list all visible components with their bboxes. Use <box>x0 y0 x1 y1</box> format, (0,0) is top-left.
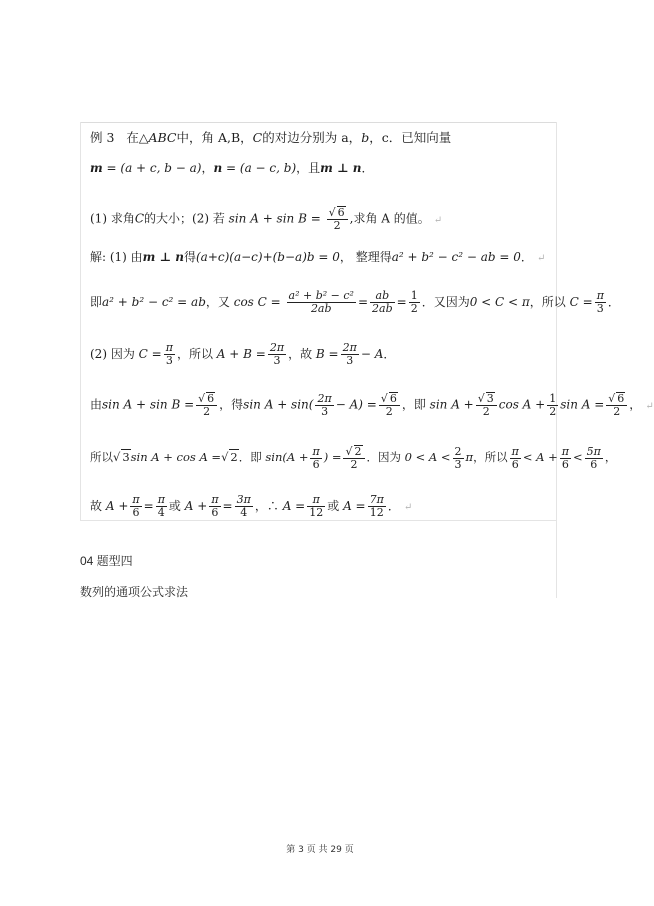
example-label: 例 3 <box>90 130 115 145</box>
text-fragment: ，∴ <box>254 499 279 513</box>
text-fragment: 或 <box>168 499 181 513</box>
text-fragment: 解: (1) 由 <box>90 250 143 264</box>
text-fragment: 故 <box>90 499 103 513</box>
equation: sin A + sin( <box>243 397 314 412</box>
equation: a² + b² − c² = ab <box>102 295 206 309</box>
denominator: 2 <box>333 219 341 232</box>
numerator: 3 <box>486 392 494 405</box>
fraction <box>268 342 286 367</box>
vector-m: m <box>90 161 103 175</box>
denominator: 6 <box>561 457 569 471</box>
fraction <box>235 494 253 519</box>
numerator: π <box>312 444 320 458</box>
denominator: 12 <box>369 506 384 519</box>
text-fragment: ， <box>629 397 642 412</box>
numerator: π <box>596 289 604 302</box>
frame-left-border <box>80 122 81 520</box>
fraction <box>547 393 558 418</box>
numerator: 2π <box>269 341 285 354</box>
fraction <box>310 446 321 471</box>
equals: = <box>357 295 369 309</box>
fraction <box>287 290 356 315</box>
numerator: 2π <box>342 341 357 354</box>
text-fragment: ． <box>383 347 396 361</box>
denominator: 2 <box>350 458 358 471</box>
text-fragment: ．因为 <box>366 450 401 464</box>
fraction <box>560 446 571 471</box>
numerator: π <box>211 493 219 506</box>
fraction <box>409 290 420 315</box>
text-fragment: ，所以 <box>176 347 213 361</box>
equation: A = <box>282 499 306 513</box>
text-fragment: ,求角 A 的值。 <box>349 211 430 226</box>
triangle-name: ABC <box>148 130 177 145</box>
frame-right-border <box>556 122 557 598</box>
denominator: 3 <box>596 302 604 315</box>
text-fragment: 或 <box>327 499 340 513</box>
example-statement-line-2 <box>90 161 373 175</box>
numerator: 3π <box>236 493 251 506</box>
equation: sin A + cos A = <box>130 450 222 464</box>
numerator: 6 <box>389 392 397 405</box>
return-mark: ↵ <box>403 502 413 513</box>
sqrt-value: 3 <box>122 450 130 464</box>
text-fragment: ，且 <box>296 161 321 175</box>
text-fragment: − A <box>360 347 384 361</box>
denominator: 3 <box>346 354 354 367</box>
denominator: 2 <box>549 404 557 418</box>
text-fragment: ．又因为 <box>421 295 470 309</box>
solution-line-5: 所以√ 3sin A + cos A =√ 2．即 sin(A + $\frac{\pi}{6}$ ) = $\frac{√ 2}{2}$ ．因为 0 < A < $\frac{2}{3}$ π，所以 $\frac{\pi}{6}$ < A + $\frac{\pi}{6}$ < $\frac{5\pi}{6}$ ， <box>90 444 617 471</box>
frame-top-border <box>80 122 557 123</box>
text-fragment: ，所以 <box>473 450 508 464</box>
return-mark: ↵ <box>536 253 546 264</box>
numerator: 1 <box>410 289 418 302</box>
equation: a² + b² − c² − ab = 0 <box>391 250 521 264</box>
text-fragment: < <box>572 450 583 464</box>
text-fragment: ，所以 <box>529 295 566 309</box>
numerator: π <box>307 494 325 507</box>
equation: sin(A + <box>265 450 309 464</box>
fraction <box>510 446 521 471</box>
text-fragment: 即 <box>90 295 103 309</box>
solution-line-4 <box>90 392 654 418</box>
text-fragment: π <box>465 450 474 464</box>
text-fragment: ， <box>201 161 214 175</box>
denominator: 2 <box>385 405 393 418</box>
denominator: 2 <box>482 405 490 418</box>
text-fragment: 在△ <box>126 130 149 145</box>
text-fragment: ，得 <box>219 397 244 412</box>
text-fragment: cos A + <box>498 397 546 412</box>
denominator: 12 <box>309 506 324 519</box>
denominator: 2ab <box>372 302 393 315</box>
numerator: π <box>511 444 519 458</box>
a-plus-b: A + B = <box>216 347 266 361</box>
text-fragment: ． <box>520 250 533 264</box>
fraction <box>307 494 325 519</box>
solution-line-2 <box>90 290 620 315</box>
perp-condition: m ⊥ n <box>142 250 184 264</box>
denominator: 3 <box>273 354 281 367</box>
denominator: 4 <box>240 506 248 519</box>
equation: sin A + <box>429 397 474 412</box>
numerator: a² + b² − c² <box>288 289 354 302</box>
text-fragment: ．即 <box>238 450 262 464</box>
numerator: π <box>561 444 569 458</box>
equation: A = <box>343 499 366 513</box>
b-value: B = <box>315 347 339 361</box>
denominator: 2 <box>613 405 621 418</box>
fraction <box>209 494 220 519</box>
equation: A + <box>105 499 129 513</box>
range: 0 < A < <box>404 450 451 464</box>
vector-m-def: = (a + c, b − a) <box>102 161 202 175</box>
denominator: 2 <box>410 302 418 315</box>
solution-line-3 <box>90 342 395 367</box>
numerator: 2 <box>354 445 362 458</box>
text-fragment: 由 <box>90 397 103 412</box>
numerator: π <box>132 493 140 506</box>
solution-line-6 <box>90 494 412 519</box>
return-mark: ↵ <box>433 214 443 226</box>
numerator: 6 <box>617 392 625 405</box>
denominator: 6 <box>132 506 140 519</box>
return-mark: ↵ <box>645 400 654 412</box>
text-fragment: ，c．已知向量 <box>369 130 452 145</box>
text-fragment: 的大小；(2) 若 <box>144 211 225 226</box>
denominator: 3 <box>165 354 173 367</box>
text-fragment: 所以 <box>90 450 113 464</box>
numerator: π <box>157 493 165 506</box>
equation: (a+c)(a−c)+(b−a)b = 0 <box>195 250 340 264</box>
text-fragment: ，即 <box>401 397 426 412</box>
cos-c: cos C = <box>233 295 281 309</box>
solution-line-1 <box>90 250 545 266</box>
side-b: b <box>361 130 370 145</box>
equals: = <box>396 295 407 309</box>
fraction <box>156 494 167 519</box>
fraction <box>368 494 386 519</box>
text-fragment: − A) = <box>335 397 377 412</box>
numerator: 2 <box>454 444 462 458</box>
fraction <box>585 446 603 471</box>
condition-lhs: sin A + sin B = <box>228 211 321 226</box>
fraction <box>453 446 464 471</box>
denominator: 3 <box>454 457 462 471</box>
denominator: 2ab <box>310 302 332 315</box>
fraction: $\frac{√ 6}{2}$ <box>379 392 400 418</box>
denominator: 2 <box>203 405 211 418</box>
frame-divider <box>80 520 557 521</box>
numerator: 6 <box>337 206 345 219</box>
denominator: 6 <box>312 457 320 471</box>
text-fragment: ． <box>607 295 620 309</box>
fraction: $\frac{√ 6}{2}$ <box>606 392 627 418</box>
text-fragment: 的对边分别为 a， <box>262 130 362 145</box>
fraction <box>130 494 141 519</box>
text-fragment: ， <box>604 450 617 464</box>
text-fragment: = <box>222 499 233 513</box>
equation: A + <box>184 499 208 513</box>
fraction <box>595 290 606 315</box>
denominator: 6 <box>211 506 219 519</box>
fraction <box>164 342 175 367</box>
fraction <box>341 342 359 367</box>
text-fragment: 得 <box>183 250 196 264</box>
c-value: C = <box>569 295 593 309</box>
text-fragment: 中，角 A,B， <box>176 130 253 145</box>
numerator: ab <box>370 290 395 303</box>
fraction <box>315 393 333 418</box>
fraction: $\frac{√ 6}{2}$ <box>196 392 217 418</box>
numerator: 6 <box>207 392 215 405</box>
numerator: π <box>165 341 173 354</box>
section-heading: 04 题型四 <box>80 554 133 568</box>
numerator: 5π <box>586 444 601 458</box>
text-fragment: ． <box>387 499 400 513</box>
angle-c: C <box>252 130 263 145</box>
vector-n: n <box>213 161 223 175</box>
range: 0 < C < π <box>469 295 530 309</box>
fraction <box>370 290 395 315</box>
denominator: 6 <box>511 457 519 471</box>
fraction: $\frac{√ 2}{2}$ <box>343 445 364 471</box>
denominator: 3 <box>321 404 329 418</box>
denominator: 4 <box>157 506 165 519</box>
section-subtitle: 数列的通项公式求法 <box>80 585 189 599</box>
perp-condition: m ⊥ n <box>320 161 362 175</box>
equation: sin A + sin B = <box>102 397 195 412</box>
questions-line <box>90 206 442 232</box>
text-fragment: (1) 求角 <box>90 211 135 226</box>
vector-n-def: = (a − c, b) <box>222 161 297 175</box>
example-statement-line-1 <box>90 131 451 145</box>
text-fragment: ． <box>361 161 374 175</box>
text-fragment: sin A = <box>560 397 605 412</box>
page-footer: 第 3 页 共 29 页 <box>286 845 354 855</box>
text-fragment: ，故 <box>288 347 313 361</box>
text-fragment: ) = <box>323 450 342 464</box>
text-fragment: ， 整理得 <box>339 250 392 264</box>
denominator: 6 <box>590 457 598 471</box>
numerator: 2π <box>317 391 332 405</box>
fraction: $\frac{√ 3}{2}$ <box>476 392 497 418</box>
numerator: 1 <box>549 391 557 405</box>
sqrt-value: 2 <box>230 450 238 464</box>
text-fragment: (2) 因为 <box>90 347 135 361</box>
text-fragment: < A + <box>522 450 558 464</box>
text-fragment: ，又 <box>205 295 230 309</box>
fraction: $\frac{√ 6}{2}$ <box>327 206 348 232</box>
angle-c: C <box>134 211 145 226</box>
c-value: C = <box>138 347 162 361</box>
numerator: 7π <box>369 493 384 506</box>
text-fragment: = <box>143 499 154 513</box>
